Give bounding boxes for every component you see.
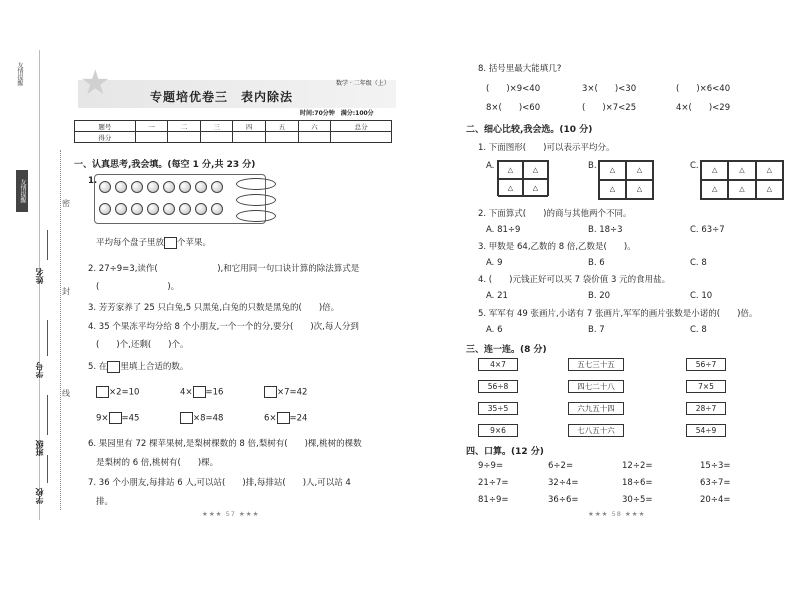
q5-item (180, 412, 223, 424)
q4-line-2: ( )个,还剩( )个。 (96, 340, 189, 350)
mental-math-item[interactable]: 32÷4= (548, 478, 579, 488)
plate-icon (236, 194, 276, 206)
match-mid-item[interactable]: 五七三十五 (568, 358, 624, 371)
triangle-icon: △ (701, 180, 728, 199)
q4-line-1: 4. 35 个果冻平均分给 8 个小朋友,一个一个的分,要分( )次,每人分到 (88, 322, 359, 332)
side-char-feng: 封 (62, 287, 70, 296)
plate-icon (236, 178, 276, 190)
s2-q5-option[interactable]: A. 6 (486, 325, 503, 335)
triangle-icon: △ (756, 180, 783, 199)
q5-answer-box[interactable] (109, 412, 122, 424)
apple-icon (179, 203, 191, 215)
q5-item (96, 386, 139, 398)
q5-item-post: =16 (205, 387, 224, 398)
score-cell[interactable] (200, 132, 233, 143)
q8-item: ( )×9<40 (486, 84, 541, 94)
q2-line-2: ( )。 (96, 282, 180, 292)
q5-answer-box[interactable] (277, 412, 290, 424)
q5-item-pre: 9× (96, 413, 109, 424)
mental-math-item[interactable]: 30÷5= (622, 495, 653, 505)
match-left-item[interactable]: 56÷8 (478, 380, 518, 393)
s2-q2-option[interactable]: C. 63÷7 (690, 225, 725, 235)
q8-item: 8×( )<60 (486, 103, 541, 113)
q1-answer-line (96, 236, 211, 249)
q8-title: 8. 括号里最大能填几? (478, 64, 562, 74)
score-table (74, 120, 392, 143)
mental-math-item[interactable]: 20÷4= (700, 495, 731, 505)
school-line (47, 455, 48, 483)
figure-a (497, 160, 549, 196)
score-header-cell: 六 (298, 121, 331, 132)
score-row-label: 得分 (75, 132, 136, 143)
match-left-item[interactable]: 4×7 (478, 358, 518, 371)
score-header-cell: 总分 (331, 121, 392, 132)
score-header-cell: 一 (135, 121, 168, 132)
match-right-item[interactable]: 28÷7 (686, 402, 726, 415)
q2-line-1: 2. 27÷9=3,读作( ),和它用同一句口诀计算的除法算式是 (88, 264, 360, 274)
q8-item: 3×( )<30 (582, 84, 637, 94)
match-left-item[interactable]: 35÷5 (478, 402, 518, 415)
apple-icon (115, 181, 127, 193)
id-line (47, 320, 48, 356)
mental-math-item[interactable]: 63÷7= (700, 478, 731, 488)
apple-icon (115, 203, 127, 215)
side-char-xian: 线 (62, 389, 70, 398)
q5-answer-box[interactable] (96, 386, 109, 398)
apple-icon (163, 203, 175, 215)
triangle-icon: △ (498, 179, 523, 197)
page-number-right: ★★★ 58 ★★★ (588, 510, 646, 518)
star-icon: ★ (80, 63, 111, 103)
triangle-icon: △ (626, 180, 653, 199)
triangle-icon: △ (498, 161, 523, 179)
score-header-cell: 三 (200, 121, 233, 132)
q1-text-b: 个苹果。 (177, 238, 212, 248)
triangle-icon: △ (523, 179, 548, 197)
q5-answer-box[interactable] (264, 386, 277, 398)
match-mid-item[interactable]: 七八五十六 (568, 424, 624, 437)
q5-item (264, 386, 307, 398)
mental-math-item[interactable]: 18÷6= (622, 478, 653, 488)
q5-item-pre: 4× (180, 387, 193, 398)
s2-q4-option[interactable]: A. 21 (486, 291, 508, 301)
mental-math-item[interactable]: 6÷2= (548, 461, 574, 471)
mental-math-item[interactable]: 36÷6= (548, 495, 579, 505)
mental-math-item[interactable]: 12÷2= (622, 461, 653, 471)
score-header-cell: 四 (233, 121, 266, 132)
section-1-heading: 一、认真思考,我会填。(每空 1 分,共 23 分) (74, 160, 256, 170)
s2-q2-option[interactable]: B. 18÷3 (588, 225, 623, 235)
section-4-heading: 四、口算。(12 分) (466, 447, 544, 457)
score-cell[interactable] (233, 132, 266, 143)
triangle-icon: △ (728, 180, 755, 199)
score-header-cell: 二 (168, 121, 201, 132)
grade-label: 数学 · 二年级（上） (336, 80, 390, 87)
q5-item-post: ×2=10 (109, 387, 140, 398)
q1-text-a: 平均每个盘子里放 (96, 238, 165, 248)
match-mid-item[interactable]: 六九五十四 (568, 402, 624, 415)
q3-text: 3. 芳芳家养了 25 只白兔,5 只黑兔,白兔的只数是黑兔的( )倍。 (88, 303, 340, 313)
q5-item-post: =45 (121, 413, 140, 424)
apple-icon (99, 203, 111, 215)
triangle-icon: △ (756, 161, 783, 180)
q1-number: 1. (88, 176, 98, 186)
class-line (47, 395, 48, 435)
name-label: 姓名 (35, 268, 44, 284)
q5-item (264, 412, 307, 424)
apple-icon (195, 181, 207, 193)
q7-line-2: 排。 (96, 497, 114, 507)
q6-line-2: 是梨树的 6 倍,桃树有( )棵。 (96, 458, 219, 468)
q5-item-pre: 6× (264, 413, 277, 424)
cut-line (60, 150, 61, 510)
id-label: 学号 (35, 362, 44, 378)
page-number-value: 58 (611, 510, 622, 518)
q5-item (180, 386, 223, 398)
s2-q4-text: 4. ( )元钱正好可以买 7 袋价值 3 元的食用盐。 (478, 275, 671, 285)
s2-q3-option[interactable]: C. 8 (690, 258, 707, 268)
score-cell[interactable] (168, 132, 201, 143)
triangle-icon: △ (523, 161, 548, 179)
score-cell[interactable] (298, 132, 331, 143)
s2-q1-option-c[interactable]: C. (690, 161, 699, 171)
q8-item: ( )×7<25 (582, 103, 637, 113)
mental-math-item[interactable]: 15÷3= (700, 461, 731, 471)
figure-c (700, 160, 784, 200)
s2-q4-option[interactable]: B. 20 (588, 291, 611, 301)
s2-q5-text: 5. 军军有 49 张画片,小诺有 7 张画片,军军的画片张数是小诺的( )倍。 (478, 309, 758, 319)
q5-item-post: ×7=42 (277, 387, 308, 398)
s2-q1-text: 1. 下面图形( )可以表示平均分。 (478, 143, 615, 153)
s2-q3-option[interactable]: B. 6 (588, 258, 605, 268)
triangle-icon: △ (701, 161, 728, 180)
q5-item-post: ×8=48 (193, 413, 224, 424)
s2-q1-option-b[interactable]: B. (588, 161, 597, 171)
mental-math-item[interactable]: 81÷9= (478, 495, 509, 505)
s2-q4-option[interactable]: C. 10 (690, 291, 713, 301)
triangle-icon: △ (599, 161, 626, 180)
match-left-item[interactable]: 9×6 (478, 424, 518, 437)
section-3-heading: 三、连一连。(8 分) (466, 345, 547, 355)
score-cell[interactable] (331, 132, 392, 143)
score-cell[interactable] (266, 132, 299, 143)
s2-q2-option[interactable]: A. 81÷9 (486, 225, 521, 235)
mental-math-item[interactable]: 21÷7= (478, 478, 509, 488)
apple-icon (211, 181, 223, 193)
q5-text-a: 5. 在 (88, 362, 108, 372)
q5-sample-box (107, 361, 120, 373)
q8-item: ( )×6<40 (676, 84, 731, 94)
apple-icon (131, 203, 143, 215)
score-header-cell: 五 (266, 121, 299, 132)
page-number-value: 57 (225, 510, 236, 518)
score-header-cell: 题号 (75, 121, 136, 132)
strip-badge: 友情提醒 (16, 170, 28, 212)
q5-item-post: =24 (289, 413, 308, 424)
apple-icon (147, 203, 159, 215)
name-line (47, 230, 48, 260)
plate-icon (236, 210, 276, 222)
q1-answer-box[interactable] (164, 237, 177, 249)
match-right-item[interactable]: 56÷7 (686, 358, 726, 371)
score-cell[interactable] (135, 132, 168, 143)
q5-item (96, 412, 139, 424)
match-mid-item[interactable]: 四七二十八 (568, 380, 624, 393)
s2-q1-option-a[interactable]: A. (486, 161, 495, 171)
s2-q3-text: 3. 甲数是 64,乙数的 8 倍,乙数是( )。 (478, 242, 636, 252)
apple-icon (163, 181, 175, 193)
q7-line-1: 7. 36 个小朋友,每排站 6 人,可以站( )排,每排站( )人,可以站 4 (88, 478, 351, 488)
apple-icon (211, 203, 223, 215)
q5-answer-box[interactable] (180, 412, 193, 424)
q6-line-1: 6. 果园里有 72 棵苹果树,是梨树棵数的 8 倍,梨树有( )棵,桃树的棵数 (88, 439, 362, 449)
q5-answer-box[interactable] (193, 386, 206, 398)
s2-q2-text: 2. 下面算式( )的商与其他两个不同。 (478, 209, 632, 219)
page-number-left: ★★★ 57 ★★★ (202, 510, 260, 518)
mental-math-item[interactable]: 9÷9= (478, 461, 504, 471)
match-right-item[interactable]: 54÷9 (686, 424, 726, 437)
triangle-icon: △ (626, 161, 653, 180)
s2-q5-option[interactable]: B. 7 (588, 325, 605, 335)
apple-icon (195, 203, 207, 215)
s2-q3-option[interactable]: A. 9 (486, 258, 503, 268)
section-2-heading: 二、细心比较,我会选。(10 分) (466, 125, 593, 135)
class-label: 班级 (35, 440, 44, 456)
apple-icon (131, 181, 143, 193)
figure-b (598, 160, 654, 200)
q5-text-b: 里填上合适的数。 (120, 362, 189, 372)
side-char-mi: 密 (62, 199, 70, 208)
triangle-icon: △ (599, 180, 626, 199)
apple-icon (99, 181, 111, 193)
school-label: 学校 (35, 488, 44, 504)
apple-icon (147, 181, 159, 193)
strip-notice-text: 友情提醒 (16, 62, 23, 86)
triangle-icon: △ (728, 161, 755, 180)
match-right-item[interactable]: 7×5 (686, 380, 726, 393)
apple-icon (179, 181, 191, 193)
exam-meta: 时间:70分钟 满分:100分 (300, 110, 374, 117)
s2-q5-option[interactable]: C. 8 (690, 325, 707, 335)
page-title: 专题培优卷三 表内除法 (150, 90, 294, 104)
q5-heading (88, 360, 188, 373)
q8-item: 4×( )<29 (676, 103, 731, 113)
